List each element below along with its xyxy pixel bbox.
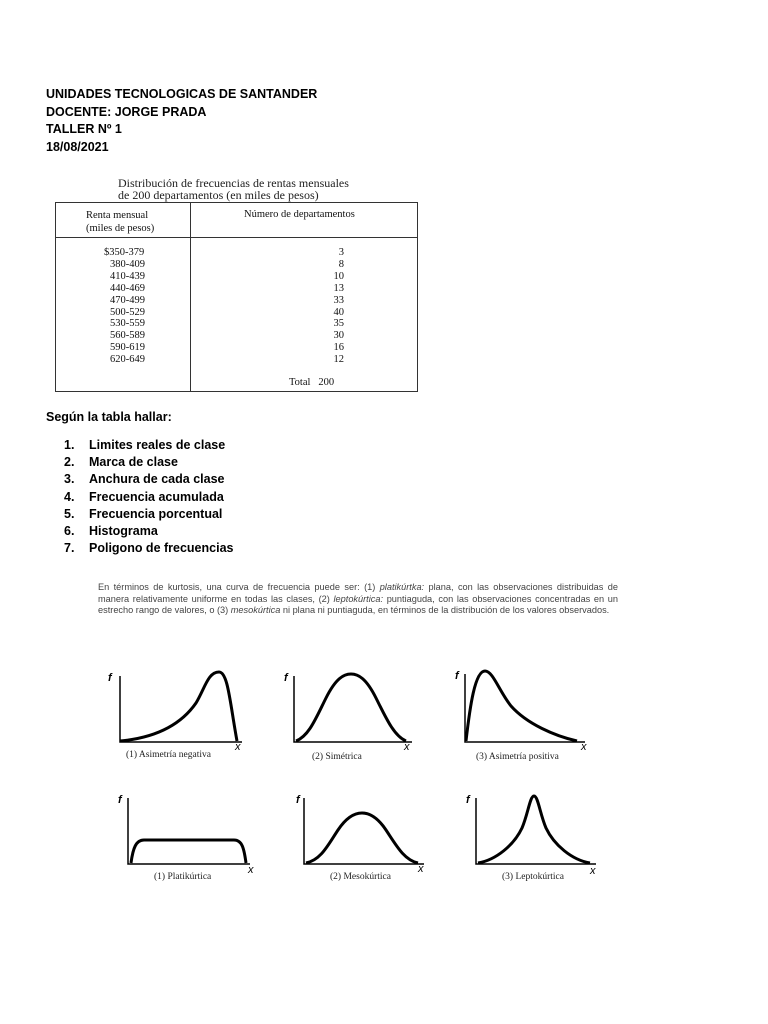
- table-counts-column: [316, 247, 344, 366]
- caption-asimetria-negativa: (1) Asimetría negativa: [126, 750, 211, 760]
- table-caption: [118, 177, 418, 201]
- table-ranges-column: [104, 247, 145, 366]
- list-item-text: Histograma: [89, 524, 158, 539]
- list-item-number: 1.: [64, 438, 75, 452]
- kurtosis-text-part4: ni plana ni puntiaguda, en términos de la distribución de los valores observados.: [280, 605, 610, 616]
- axis-x-label: x: [418, 863, 424, 875]
- curve-line: [131, 840, 246, 863]
- list-item-number: 3.: [64, 472, 75, 487]
- table-total: [289, 377, 334, 388]
- curve-asimetria-positiva: [455, 666, 595, 753]
- frequency-table: [55, 202, 418, 392]
- table-cell-range: 470-499: [110, 294, 145, 306]
- caption-leptokurtica: (3) Leptokúrtica: [502, 872, 564, 882]
- table-caption-line1: Distribución de frecuencias de rentas mensuales: [118, 176, 349, 190]
- list-item-number: 2.: [64, 455, 75, 470]
- axis-f-label: f: [118, 794, 122, 806]
- list-item-number: 7.: [64, 541, 75, 556]
- table-cell-count: 12: [333, 354, 344, 366]
- table-cell-count: 10: [333, 270, 344, 282]
- table-header-renta-line1: Renta mensual: [86, 210, 149, 221]
- task-list: [64, 437, 233, 557]
- table-column-divider: [190, 203, 191, 391]
- axes-lines: [128, 798, 250, 864]
- list-item: [64, 454, 233, 471]
- table-header-divider: [56, 237, 417, 238]
- axis-x-label: x: [235, 741, 241, 753]
- axis-f-label: f: [108, 672, 112, 684]
- list-item-text: Frecuencia porcentual: [89, 506, 223, 521]
- table-cell-range: $350-379: [104, 247, 145, 258]
- table-cell-count: 3: [338, 247, 344, 258]
- axis-x-label: x: [248, 864, 254, 876]
- table-cell-count: 13: [333, 282, 344, 294]
- document-header: [46, 86, 317, 156]
- table-cell-count: 30: [333, 330, 344, 342]
- table-header-renta: [86, 209, 154, 235]
- axis-f-label: f: [455, 670, 459, 682]
- table-cell-range: 500-529: [110, 306, 145, 318]
- axes-lines: [465, 674, 585, 742]
- document-date: 18/08/2021: [46, 139, 109, 154]
- curve-simetrica: [284, 668, 424, 753]
- list-item: [64, 437, 233, 454]
- axis-x-label: x: [404, 741, 410, 753]
- table-caption-line2: de 200 departamentos (en miles de pesos): [118, 188, 319, 202]
- institution-name: UNIDADES TECNOLOGICAS DE SANTANDER: [46, 87, 318, 101]
- table-cell-range: 620-649: [110, 354, 145, 366]
- axis-f-label: f: [284, 672, 288, 684]
- table-cell-count: 8: [338, 258, 344, 270]
- kurtosis-text-part1: En términos de kurtosis, una curva de frecuencia puede ser: (1): [98, 582, 380, 592]
- kurtosis-term-leptokurtica: leptokúrtica:: [333, 593, 384, 604]
- table-header-renta-line2: (miles de pesos): [86, 223, 155, 234]
- caption-simetrica: (2) Simétrica: [312, 752, 362, 762]
- list-item-number: 6.: [64, 524, 75, 539]
- table-cell-range: 590-619: [110, 342, 145, 354]
- list-item: [64, 540, 233, 557]
- table-cell-count: 35: [333, 318, 344, 330]
- kurtosis-text-part3: puntiaguda, con las observaciones concentradas en un estrecho rango de valores, o (3): [98, 593, 619, 616]
- axis-f-label: f: [466, 794, 470, 806]
- kurtosis-term-platikurtica: platikúrtka:: [379, 582, 425, 592]
- caption-asimetria-positiva: (3) Asimetría positiva: [476, 752, 559, 762]
- table-cell-count: 40: [333, 306, 344, 318]
- table-header-departamentos: Número de departamentos: [244, 209, 355, 220]
- axis-x-label: x: [581, 741, 587, 753]
- list-item-number: 4.: [64, 489, 75, 504]
- workshop-number: TALLER Nº 1: [46, 122, 122, 136]
- curve-line: [466, 671, 577, 741]
- caption-mesokurtica: (2) Mesokúrtica: [330, 872, 391, 882]
- axes-lines: [476, 798, 596, 864]
- axis-x-label: x: [590, 865, 596, 877]
- curve-asimetria-negativa: [108, 668, 248, 753]
- table-cell-range: 560-589: [110, 330, 145, 342]
- axes-lines: [120, 676, 242, 742]
- table-cell-count: 16: [333, 342, 344, 354]
- curve-platikurtica: [118, 790, 258, 876]
- curve-line: [306, 813, 418, 863]
- list-item: [64, 471, 233, 488]
- kurtosis-paragraph: [98, 582, 618, 617]
- curve-mesokurtica: [296, 790, 436, 875]
- table-cell-range: 410-439: [110, 270, 145, 282]
- teacher-name: DOCENTE: JORGE PRADA: [46, 104, 207, 119]
- list-item-text: Frecuencia acumulada: [89, 489, 224, 504]
- list-item: [64, 506, 233, 523]
- caption-platikurtica: (1) Platikúrtica: [154, 872, 212, 882]
- list-item-text: Poligono de frecuencias: [89, 541, 234, 556]
- list-item-text: Anchura de cada clase: [89, 472, 225, 487]
- list-item-number: 5.: [64, 506, 75, 521]
- list-item: [64, 489, 233, 506]
- table-cell-range: 380-409: [110, 258, 145, 270]
- list-item-text: Marca de clase: [89, 455, 178, 470]
- list-item: [64, 523, 233, 540]
- kurtosis-term-mesokurtica: mesokúrtica: [230, 605, 281, 616]
- table-total-label: Total: [289, 377, 311, 388]
- table-cell-range: 440-469: [110, 282, 145, 294]
- list-item-text: Limites reales de clase: [89, 438, 226, 452]
- kurtosis-text-part2: plana, con las observaciones distribuidas de manera relativamente uniforme en todas las clases, (2): [98, 582, 618, 604]
- curve-line: [296, 674, 406, 741]
- table-cell-range: 530-559: [110, 318, 145, 330]
- axis-f-label: f: [296, 794, 300, 806]
- question-text: Según la tabla hallar:: [46, 410, 172, 424]
- curve-line: [120, 672, 237, 741]
- curve-line: [478, 796, 590, 863]
- table-total-value: 200: [318, 377, 335, 388]
- table-cell-count: 33: [333, 294, 344, 306]
